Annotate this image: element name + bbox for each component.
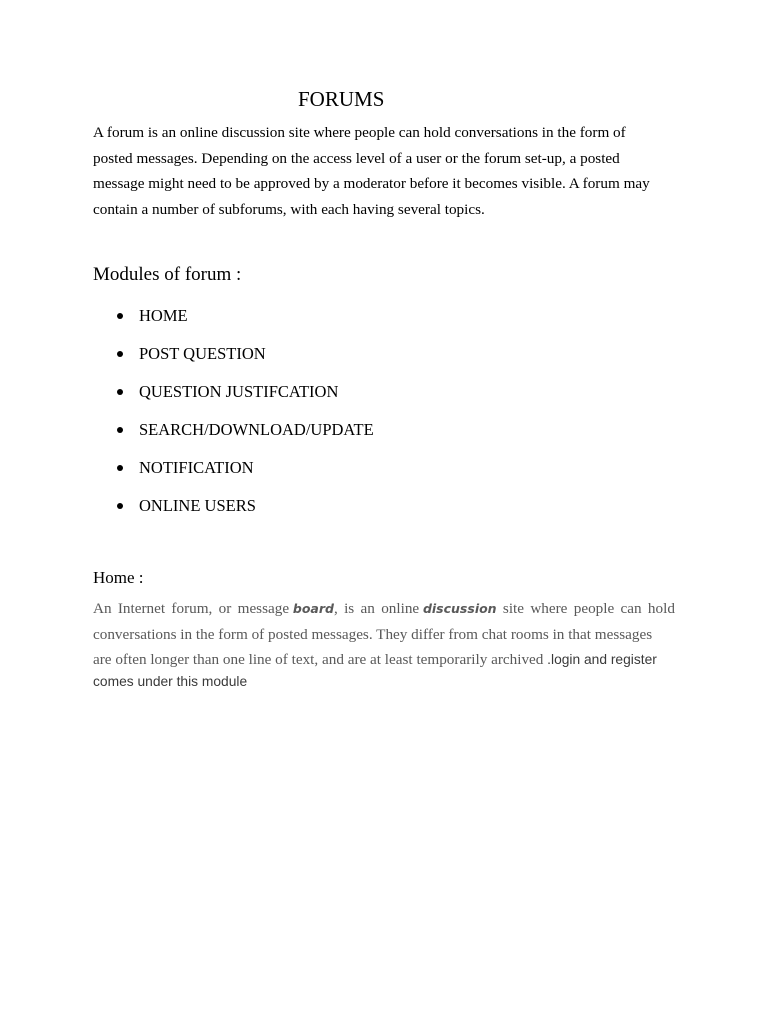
word: where <box>530 600 568 617</box>
intro-paragraph <box>93 120 683 222</box>
word: An <box>93 600 112 617</box>
bullet-icon <box>117 465 123 471</box>
module-label: NOTIFICATION <box>139 458 254 477</box>
home-line-1 <box>93 596 675 622</box>
word-group <box>238 596 338 622</box>
word: can <box>620 600 642 617</box>
word: message <box>237 600 290 617</box>
word: Internet <box>117 600 166 617</box>
module-label: ONLINE USERS <box>139 496 256 515</box>
list-item-home <box>93 303 374 341</box>
module-label: QUESTION JUSTIFCATION <box>139 382 339 401</box>
modules-list <box>93 303 374 531</box>
home-line-3-text: are often longer than one line of text, and are at least temporarily archived <box>93 651 544 668</box>
home-paragraph <box>93 596 675 693</box>
module-label: POST QUESTION <box>139 344 266 363</box>
intro-line: contain a number of subforums, with each having several topics. <box>93 200 485 218</box>
home-line-4: comes under this module <box>93 673 248 689</box>
intro-line: A forum is an online discussion site where people can hold conversations in the form of <box>93 124 626 141</box>
word: online <box>381 600 420 617</box>
list-item-question-justification <box>93 379 374 417</box>
emphasis-board: board <box>292 601 334 616</box>
page-title: FORUMS <box>298 87 385 111</box>
home-line-2: conversations in the form of posted messages. They differ from chat rooms in that messages <box>93 625 653 643</box>
list-item-post-question <box>93 341 374 379</box>
emphasis-discussion: discussion <box>422 601 497 616</box>
home-heading: Home : <box>93 568 144 587</box>
word: people <box>573 600 615 617</box>
bullet-icon <box>117 313 123 319</box>
word: , <box>333 600 338 617</box>
list-item-online-users <box>93 493 374 531</box>
home-line-3 <box>93 647 675 673</box>
module-label: HOME <box>139 306 188 325</box>
intro-line: posted messages. Depending on the access level of a user or the forum set-up, a posted <box>93 149 620 167</box>
word: hold <box>647 600 675 617</box>
module-label: SEARCH/DOWNLOAD/UPDATE <box>139 420 374 439</box>
word-group <box>381 596 496 622</box>
word: site <box>502 600 524 617</box>
word: is <box>344 600 355 617</box>
modules-heading: Modules of forum : <box>93 264 242 285</box>
list-item-notification <box>93 455 374 493</box>
word: or <box>218 600 232 617</box>
bullet-icon <box>117 503 123 509</box>
word: an <box>360 600 375 617</box>
word: forum, <box>171 600 213 617</box>
bullet-icon <box>117 389 123 395</box>
bullet-icon <box>117 351 123 357</box>
bullet-icon <box>117 427 123 433</box>
intro-line: message might need to be approved by a moderator before it becomes visible. A forum may <box>93 175 650 192</box>
home-line-3-sans: .login and register <box>547 652 657 667</box>
list-item-search-download-update <box>93 417 374 455</box>
